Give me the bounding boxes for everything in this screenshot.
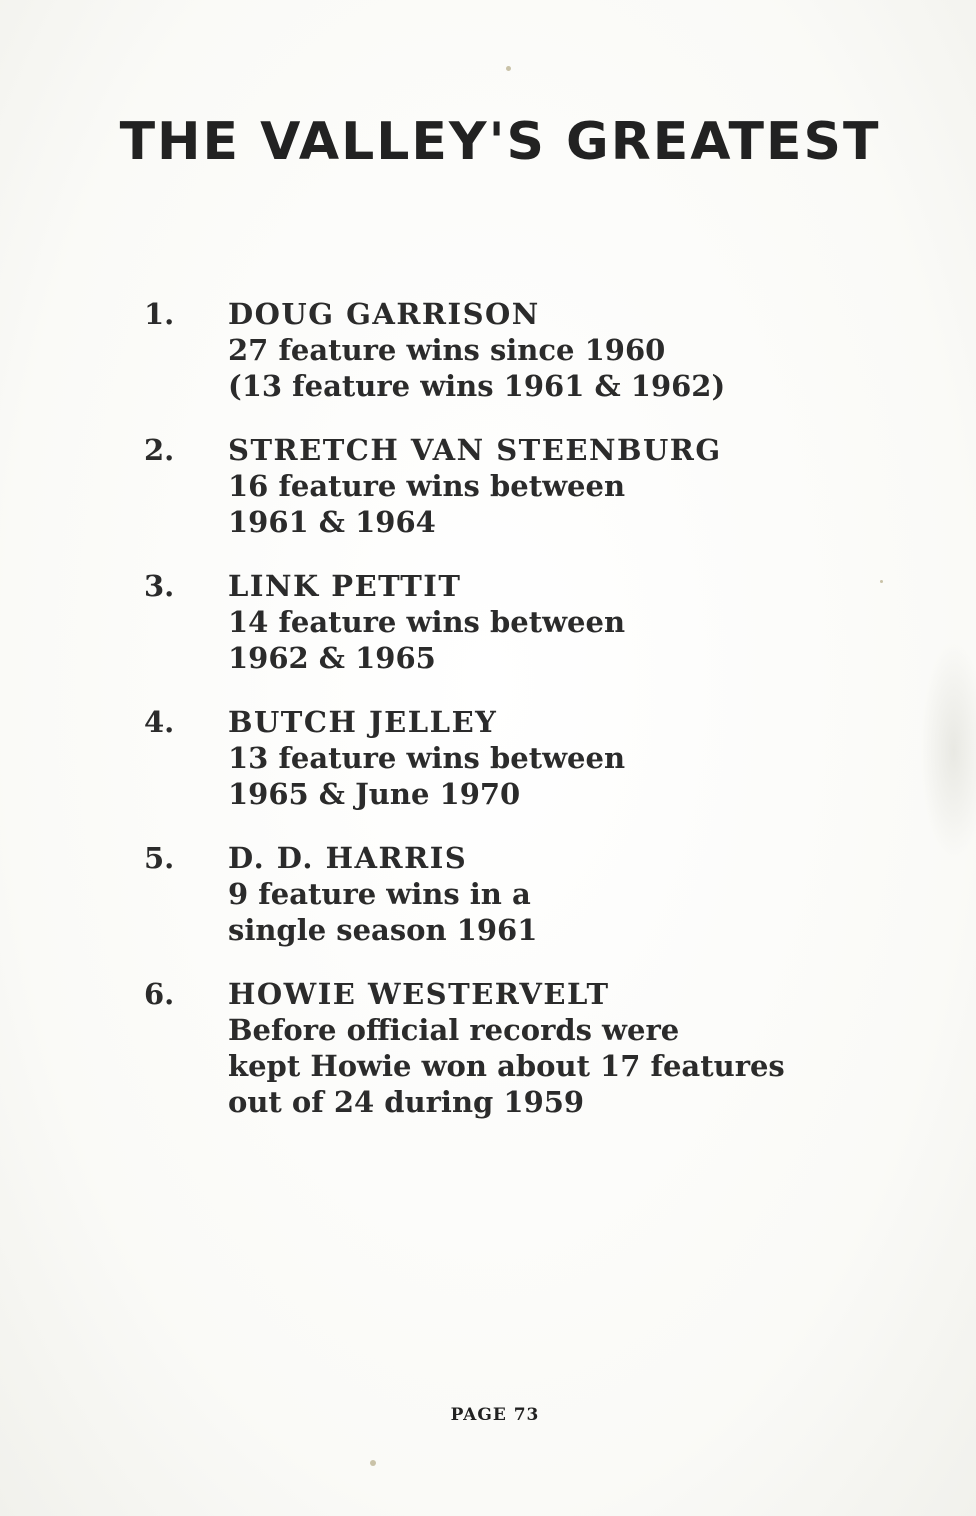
paper-speck	[370, 1460, 376, 1466]
list-item-number: 2.	[144, 433, 175, 467]
list-item	[138, 840, 898, 948]
list-item-number: 4.	[144, 705, 175, 739]
page-number: PAGE 73	[450, 1405, 540, 1425]
driver-detail: 16 feature wins between	[228, 469, 626, 503]
driver-name: BUTCH JELLEY	[228, 705, 498, 739]
driver-detail: 1965 & June 1970	[228, 777, 521, 811]
driver-detail: 1962 & 1965	[228, 641, 436, 675]
driver-detail: (13 feature wins 1961 & 1962)	[228, 369, 726, 403]
list-item	[138, 704, 898, 812]
list-item	[138, 976, 898, 1120]
greatest-list	[138, 296, 898, 1148]
list-item	[138, 296, 898, 404]
list-item-body	[228, 432, 898, 540]
driver-detail: single season 1961	[228, 913, 538, 947]
list-item-number: 5.	[144, 841, 175, 875]
driver-detail: 13 feature wins between	[228, 741, 626, 775]
list-item-body	[228, 296, 898, 404]
paper-speck	[506, 66, 511, 71]
page-title: THE VALLEY'S GREATEST	[119, 112, 881, 172]
driver-detail: out of 24 during 1959	[228, 1085, 585, 1119]
list-item-number: 3.	[144, 569, 175, 603]
driver-name: HOWIE WESTERVELT	[228, 977, 610, 1011]
list-item-body	[228, 840, 898, 948]
driver-name: DOUG GARRISON	[228, 297, 540, 331]
list-item-body	[228, 976, 898, 1120]
list-item-number: 1.	[144, 297, 175, 331]
driver-detail: Before official records were	[228, 1013, 680, 1047]
list-item-number: 6.	[144, 977, 175, 1011]
paper-smudge	[920, 640, 976, 860]
driver-detail: 14 feature wins between	[228, 605, 626, 639]
driver-name: LINK PETTIT	[228, 569, 462, 603]
driver-detail: 1961 & 1964	[228, 505, 436, 539]
driver-detail: 9 feature wins in a	[228, 877, 531, 911]
list-item	[138, 432, 898, 540]
driver-name: D. D. HARRIS	[228, 841, 468, 875]
driver-detail: 27 feature wins since 1960	[228, 333, 666, 367]
driver-detail: kept Howie won about 17 features	[228, 1049, 785, 1083]
list-item-body	[228, 568, 898, 676]
list-item	[138, 568, 898, 676]
list-item-body	[228, 704, 898, 812]
driver-name: STRETCH VAN STEENBURG	[228, 433, 722, 467]
